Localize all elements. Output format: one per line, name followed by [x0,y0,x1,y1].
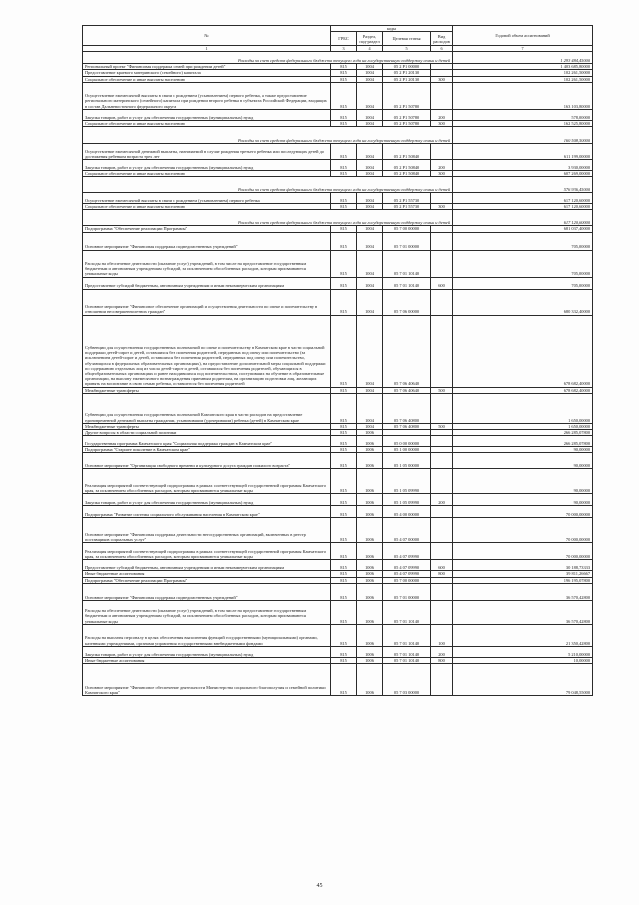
row-description: Осуществление ежемесячной денежной выплаты, назначаемой в случае рождения третьего ребенка или последующих детей до достижения ребенком возраста трех лет [83,144,331,160]
target-article-cell: 05 2 P1 55730 [383,204,431,210]
row-description: Региональный проект "Финансовая поддержка семей при рождении детей" [83,64,331,70]
section-cell: 1004 [357,160,383,171]
row-description: Закупка товаров, работ и услуг для обеспечения государственных (муниципальных) нужд [83,160,331,171]
table-row [83,664,593,696]
expense-type-cell [431,436,453,447]
row-description: Расходы на обеспечение деятельности (оказание услуг) учреждений, в том числе на предоставление государственным бюджетным и автономным учреждениям субсидий, за исключением обособленных расходов, которым присваиваются уникальные коды [83,600,331,624]
section-cell: 1006 [357,469,383,494]
target-article-cell: 05 7 06 40800 [383,393,431,423]
section-cell: 1006 [357,624,383,646]
target-article-cell: 05 7 01 10140 [383,250,431,277]
table-row [83,494,593,506]
expense-type-cell [431,144,453,160]
note-amount: 617 120,60000 [453,210,593,226]
grbs-cell: 815 [331,289,357,315]
amount-cell: 3 930,00000 [453,160,593,171]
grbs-cell: 815 [331,144,357,160]
amount-cell: 90,00000 [453,447,593,453]
table-row [83,315,593,387]
section-cell: 1004 [357,226,383,232]
section-cell: 1004 [357,76,383,82]
target-article-cell: 05 4 07 09990 [383,571,431,577]
amount-cell: 21 350,42800 [453,624,593,646]
expense-type-cell [431,600,453,624]
amount-cell: 705,00000 [453,250,593,277]
table-row [83,109,593,120]
expense-type-cell [431,315,453,387]
target-article-cell: 05 7 01 10140 [383,646,431,657]
grbs-cell: 815 [331,232,357,250]
header-number: № [83,26,331,46]
table-row [83,144,593,160]
column-index: 7 [453,46,593,52]
amount-cell: 5 210,00000 [453,646,593,657]
amount-cell: 30 188,73333 [453,560,593,571]
table-row [83,453,593,469]
expense-type-cell: 600 [431,560,453,571]
grbs-cell: 815 [331,600,357,624]
amount-cell: 607 269,00000 [453,171,593,177]
row-description: Другие вопросы в области социальной политики [83,430,331,436]
amount-cell: 36 570,42800 [453,583,593,600]
section-cell: 1006 [357,600,383,624]
row-description: Предоставление субсидий бюджетным, автономным учреждениям и иным некоммерческим организациям [83,560,331,571]
grbs-cell: 815 [331,560,357,571]
row-description: Предоставление субсидий бюджетным, автономным учреждениям и иным некоммерческим организациям [83,277,331,289]
table-row [83,277,593,289]
grbs-cell: 815 [331,447,357,453]
row-description: Расходы на обеспечение деятельности (оказание услуг) учреждений, в том числе на предоставление государственным бюджетным и автономным учреждениям субсидий, за исключением обособленных расходов, которым присваиваются уникальные коды [83,250,331,277]
federal-funds-note-row [83,52,593,64]
grbs-cell: 815 [331,577,357,583]
section-cell: 1006 [357,436,383,447]
amount-cell: 617 120,60000 [453,204,593,210]
target-article-cell: 05 7 01 10140 [383,600,431,624]
expense-type-cell: 200 [431,109,453,120]
table-row [83,583,593,600]
section-cell: 1006 [357,560,383,571]
expense-type-cell: 300 [431,171,453,177]
target-article-cell: 05 1 05 09990 [383,469,431,494]
section-cell: 1004 [357,387,383,393]
table-row [83,232,593,250]
table-row [83,469,593,494]
target-article-cell: 05 1 05 09990 [383,494,431,506]
expense-type-cell [431,393,453,423]
section-cell: 1004 [357,144,383,160]
row-description: Социальное обеспечение и иные выплаты населению [83,171,331,177]
amount-cell: 39 811,26667 [453,571,593,577]
amount-cell: 10,00000 [453,657,593,663]
target-article-cell: 05 7 06 40640 [383,387,431,393]
amount-cell: 196 195,07800 [453,577,593,583]
amount-cell: 90,00000 [453,453,593,469]
amount-cell: 70 000,00000 [453,518,593,543]
row-description: Закупка товаров, работ и услуг для обеспечения государственных (муниципальных) нужд [83,109,331,120]
note-text: Расходы за счет средств федерального бюджета текущего года на государственную поддержку семьи и детей [83,127,453,144]
expense-type-cell [431,664,453,696]
header-target-article: Целевая статья [383,32,431,46]
target-article-cell: 05 7 06 40800 [383,423,431,429]
row-description: Подпрограмма "Развитие системы социального обслуживания населения в Камчатском крае" [83,506,331,518]
section-cell: 1004 [357,423,383,429]
grbs-cell: 815 [331,387,357,393]
target-article-cell: 05 7 06 40640 [383,315,431,387]
section-cell: 1006 [357,571,383,577]
target-article-cell: 05 0 00 00000 [383,436,431,447]
amount-cell: 90,00000 [453,469,593,494]
grbs-cell: 815 [331,423,357,429]
section-cell: 1006 [357,494,383,506]
grbs-cell: 815 [331,506,357,518]
section-cell: 1004 [357,120,383,126]
section-cell: 1004 [357,277,383,289]
header-annual-sum: Годовой объем ассигнований [453,26,593,46]
section-cell: 1004 [357,289,383,315]
target-article-cell: 05 2 P1 20130 [383,76,431,82]
row-description: Осуществление ежемесячной выплаты в связи с рождением (усыновлением) первого ребенка [83,193,331,204]
grbs-cell: 815 [331,430,357,436]
row-description: Подпрограмма "Обеспечение реализации Программы" [83,577,331,583]
grbs-cell: 815 [331,277,357,289]
table-row [83,506,593,518]
target-article-cell: 05 7 01 10140 [383,657,431,663]
expense-type-cell [431,250,453,277]
note-amount: 160 508,50000 [453,127,593,144]
column-index: 5 [383,46,431,52]
row-description: Предоставление краевого материнского (семейного) капитала [83,70,331,76]
target-article-cell: 05 4 00 00000 [383,506,431,518]
table-row [83,600,593,624]
amount-cell: 102 261,50000 [453,76,593,82]
expense-type-cell [431,518,453,543]
grbs-cell: 815 [331,76,357,82]
expense-type-cell: 200 [431,160,453,171]
section-cell: 1006 [357,430,383,436]
amount-cell: 705,00000 [453,232,593,250]
grbs-cell: 815 [331,226,357,232]
amount-cell: 36 570,42800 [453,600,593,624]
grbs-cell: 815 [331,64,357,70]
target-article-cell: 05 7 01 00000 [383,583,431,600]
section-cell: 1004 [357,193,383,204]
amount-cell: 1 650,00000 [453,393,593,423]
expense-type-cell [431,232,453,250]
column-index: 1 [83,46,331,52]
section-cell: 1006 [357,518,383,543]
grbs-cell: 815 [331,393,357,423]
federal-funds-note-row [83,177,593,193]
section-cell: 1004 [357,393,383,423]
expense-type-cell [431,543,453,560]
row-description: Подпрограмма "Старшее поколение в Камчатском крае" [83,447,331,453]
federal-funds-note-row [83,210,593,226]
amount-cell: 611 199,00000 [453,144,593,160]
row-description: Основное мероприятие "Организация свободного времени и культурного досуга граждан пожилого возраста" [83,453,331,469]
target-article-cell: 05 2 P1 50840 [383,171,431,177]
grbs-cell: 815 [331,315,357,387]
target-article-cell: 05 2 P1 50780 [383,82,431,109]
table-row [83,646,593,657]
target-article-cell: 05 4 07 09990 [383,543,431,560]
table-row [83,82,593,109]
section-cell: 1004 [357,171,383,177]
target-article-cell: 05 2 P1 50840 [383,144,431,160]
amount-cell: 678 682,40000 [453,315,593,387]
expense-type-cell: 100 [431,624,453,646]
table-row [83,518,593,543]
expense-type-cell [431,289,453,315]
row-description: Осуществление ежемесячной выплаты в связи с рождением (усыновлением) первого ребенка, а также предоставление регионального материнского (семейного) капитала при рождении второго ребенка в субъектах Российской Федерации, входящих в состав Дальневосточного федерального округа [83,82,331,109]
grbs-cell: 815 [331,171,357,177]
amount-cell: 681 037,40000 [453,226,593,232]
grbs-cell: 815 [331,664,357,696]
target-article-cell: 05 2 P1 50780 [383,120,431,126]
table-row [83,250,593,277]
grbs-cell: 815 [331,193,357,204]
grbs-cell: 815 [331,469,357,494]
expense-type-cell: 300 [431,204,453,210]
section-cell: 1006 [357,577,383,583]
table-row [83,436,593,447]
row-description: Социальное обеспечение и иные выплаты населению [83,204,331,210]
section-cell: 1004 [357,204,383,210]
federal-funds-note-row [83,127,593,144]
note-amount: 1 293 484,45000 [453,52,593,64]
expense-type-cell: 500 [431,387,453,393]
grbs-cell: 815 [331,646,357,657]
amount-cell: 1 650,00000 [453,423,593,429]
grbs-cell: 815 [331,453,357,469]
target-article-cell: 05 1 00 00000 [383,447,431,453]
section-cell: 1006 [357,646,383,657]
table-row [83,560,593,571]
expense-type-cell [431,583,453,600]
table-row [83,160,593,171]
row-description: Иные бюджетные ассигнования [83,657,331,663]
grbs-cell: 815 [331,109,357,120]
section-cell: 1006 [357,664,383,696]
header-expense-type: Вид расходов [431,32,453,46]
expense-type-cell: 300 [431,120,453,126]
column-index: 3 [331,46,357,52]
header-grbs: ГРБС [331,32,357,46]
note-text: Расходы за счет средств федерального бюджета текущего года на государственную поддержку семьи и детей [83,177,453,193]
grbs-cell: 815 [331,657,357,663]
grbs-cell: 815 [331,571,357,577]
column-index: 4 [357,46,383,52]
amount-cell: 266 285,07800 [453,436,593,447]
target-article-cell: 05 4 07 09990 [383,560,431,571]
section-cell: 1006 [357,447,383,453]
row-description: Закупка товаров, работ и услуг для обеспечения государственных (муниципальных) нужд [83,494,331,506]
row-description: Субвенции для осуществления государственных полномочий Камчатского края в части расходов на предоставление единовременной денежной выплаты гражданам, усыновившим (удочерившим) ребенка (детей) в Камчатском крае [83,393,331,423]
expense-type-cell [431,506,453,518]
row-description: Субвенции для осуществления государственных полномочий по опеке и попечительству в Камчатском крае в части социальной поддержки детей-сирот и детей, оставшихся без попечения родителей, переданных под опеку или попечительство (за исключением детей-сирот и детей, оставшихся без попечения родителей, переданных под опеку или попечительство, обучающихся в федеральных образовательных организациях), на предоставление дополнительной меры социальной поддержки по содержанию отдельных лиц из числа детей-сирот и детей, оставшихся без попечения родителей, обучающихся в общеобразовательных организациях и ранее находившихся под попечительством, поступивших на обучение в образовательные организации, на выплату ежемесячного вознаграждения приемным родителям, на организацию подготовки лиц, желающих принять на воспитание в свою семью ребенка, оставшегося без попечения родителей [83,315,331,387]
target-article-cell: 05 2 P1 20130 [383,70,431,76]
section-cell: 1004 [357,64,383,70]
grbs-cell: 815 [331,70,357,76]
grbs-cell: 815 [331,204,357,210]
grbs-cell: 815 [331,494,357,506]
page-number: 45 [316,883,323,889]
row-description: Межбюджетные трансферты [83,423,331,429]
section-cell: 1006 [357,583,383,600]
note-amount: 576 936,45000 [453,177,593,193]
budget-table [82,25,593,696]
target-article-cell: 05 7 01 00000 [383,232,431,250]
grbs-cell: 815 [331,250,357,277]
expense-type-cell: 200 [431,646,453,657]
target-article-cell: 05 7 03 00000 [383,664,431,696]
target-article-cell: 05 1 05 00000 [383,453,431,469]
note-text: Расходы за счет средств федерального бюджета текущего года на государственную поддержку семьи и детей [83,210,453,226]
amount-cell: 79 048,55000 [453,664,593,696]
amount-cell: 680 332,40000 [453,289,593,315]
amount-cell: 678 682,40000 [453,387,593,393]
target-article-cell: 05 7 01 10140 [383,277,431,289]
row-description: Закупка товаров, работ и услуг для обеспечения государственных (муниципальных) нужд [83,646,331,657]
row-description: Основное мероприятие "Финансовая поддержка деятельности негосударственных организаций, включенных в реестр поставщиков социальных услуг" [83,518,331,543]
row-description: Основное мероприятие "Финансовая поддержка подведомственных учреждений" [83,583,331,600]
target-article-cell: 05 7 00 00000 [383,226,431,232]
target-article-cell: 05 7 06 00000 [383,289,431,315]
row-description: Подпрограмма "Обеспечение реализации Программы" [83,226,331,232]
amount-cell: 70 000,00000 [453,543,593,560]
table-row [83,289,593,315]
row-description: Межбюджетные трансферты [83,387,331,393]
grbs-cell: 815 [331,82,357,109]
grbs-cell: 815 [331,624,357,646]
section-cell: 1004 [357,232,383,250]
section-cell: 1004 [357,82,383,109]
amount-cell: 705,00000 [453,277,593,289]
row-description: Расходы на выплаты персоналу в целях обеспечения выполнения функций государственными (муниципальными) органами, казенными учреждениями, органами управления государственными внебюджетными фондами [83,624,331,646]
target-article-cell: 05 7 00 00000 [383,577,431,583]
table-row [83,193,593,204]
amount-cell: 102 261,50000 [453,70,593,76]
target-article-cell: 05 2 P1 55730 [383,193,431,204]
expense-type-cell: 200 [431,494,453,506]
row-description: Социальное обеспечение и иные выплаты населению [83,120,331,126]
section-cell: 1004 [357,250,383,277]
table-row [83,624,593,646]
expense-type-cell [431,469,453,494]
expense-type-cell [431,193,453,204]
expense-type-cell: 800 [431,571,453,577]
section-cell: 1006 [357,506,383,518]
expense-type-cell [431,453,453,469]
header-section: Раздел, под-раздел [357,32,383,46]
target-article-cell: 05 7 01 10140 [383,624,431,646]
target-article-cell: 05 4 07 00000 [383,518,431,543]
expense-type-cell: 600 [431,277,453,289]
section-cell: 1006 [357,543,383,560]
section-cell: 1004 [357,109,383,120]
column-index: 6 [431,46,453,52]
target-article-cell: 05 2 P1 50780 [383,109,431,120]
target-article-cell: 05 2 P1 50840 [383,160,431,171]
row-description: Основное мероприятие "Финансовая поддержка подведомственных учреждений" [83,232,331,250]
amount-cell: 163 103,80000 [453,82,593,109]
amount-cell: 266 285,07800 [453,430,593,436]
section-cell: 1006 [357,657,383,663]
amount-cell: 617 120,60000 [453,193,593,204]
note-text: Расходы за счет средств федерального бюджета текущего года на государственную поддержку семьи и детей [83,52,453,64]
target-article-cell: 05 2 P1 00000 [383,64,431,70]
expense-type-cell [431,82,453,109]
row-description: Основное мероприятие "Финансовое обеспечение организаций и осуществления деятельности по опеке и попечительству в отношении несовершеннолетних граждан" [83,289,331,315]
expense-type-cell: 500 [431,423,453,429]
expense-type-cell: 300 [431,76,453,82]
row-description: Реализация мероприятий соответствующей подпрограммы в рамках соответствующей государственной программы Камчатского края, за исключением обособленных расходов, которым присваиваются уникальные коды [83,543,331,560]
row-description: Государственная программа Камчатского края "Социальная поддержка граждан в Камчатском крае" [83,436,331,447]
expense-type-cell: 800 [431,657,453,663]
grbs-cell: 815 [331,583,357,600]
section-cell: 1004 [357,315,383,387]
grbs-cell: 815 [331,518,357,543]
grbs-cell: 815 [331,436,357,447]
table-row [83,393,593,423]
amount-cell: 70 000,00000 [453,506,593,518]
amount-cell: 578,00000 [453,109,593,120]
amount-cell: 162 525,80000 [453,120,593,126]
row-description: Социальное обеспечение и иные выплаты населению [83,76,331,82]
row-description: Основное мероприятие "Финансовое обеспечение деятельности Министерства социального благополучия и семейной политики Камчатского края" [83,664,331,696]
section-cell: 1004 [357,70,383,76]
section-cell: 1006 [357,453,383,469]
amount-cell: 1 403 685,80000 [453,64,593,70]
grbs-cell: 815 [331,543,357,560]
table-row [83,543,593,560]
row-description: Реализация мероприятий соответствующей подпрограммы в рамках соответствующей государственной программы Камчатского края, за исключением обособленных расходов, которым присваиваются уникальные коды [83,469,331,494]
row-description: Иные бюджетные ассигнования [83,571,331,577]
header-codes: коды [331,26,453,32]
amount-cell: 90,00000 [453,494,593,506]
grbs-cell: 815 [331,120,357,126]
grbs-cell: 815 [331,160,357,171]
